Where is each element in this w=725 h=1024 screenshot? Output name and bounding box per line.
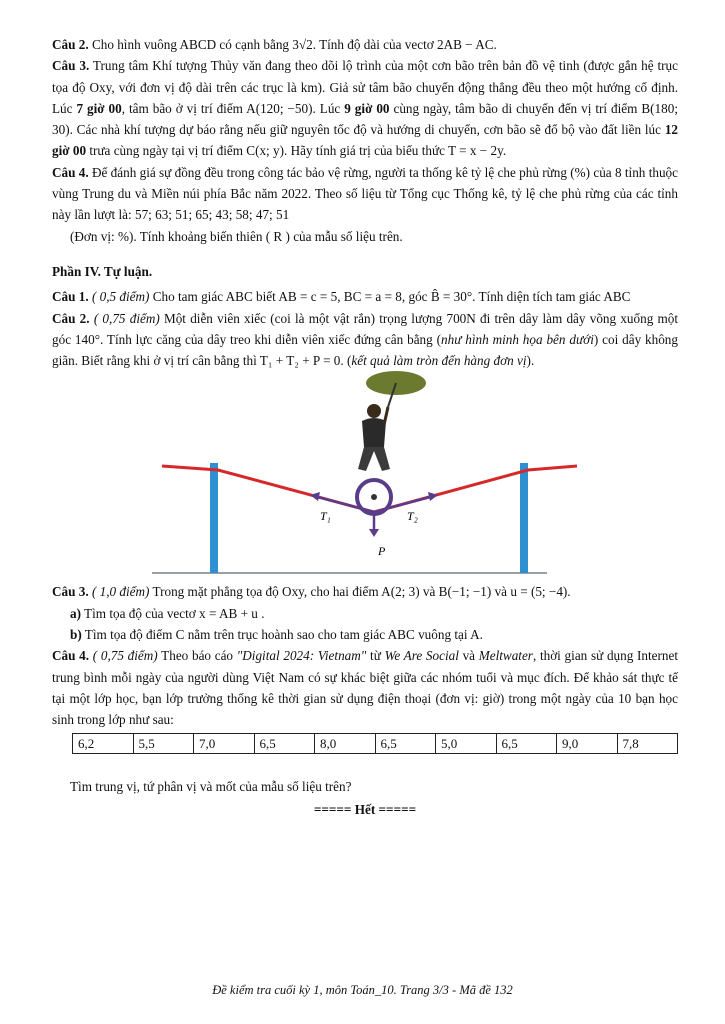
- subquestion-text: Tìm tọa độ của vectơ x = AB + u .: [81, 605, 265, 621]
- question-text: từ: [366, 648, 385, 664]
- table-cell: 6,5: [375, 733, 436, 753]
- question-label: Câu 2.: [52, 37, 89, 52]
- question-italic: kết quả làm tròn đến hàng đơn vị: [351, 353, 527, 369]
- part4-question-1: [52, 286, 678, 307]
- table-cell: 5,5: [133, 733, 194, 753]
- question-points: ( 0,75 điểm): [93, 310, 160, 326]
- part3-question-4: [52, 162, 678, 226]
- time-bold: 12 giờ 00: [52, 122, 678, 159]
- question-label: Câu 3.: [52, 58, 90, 74]
- weight-arrow-head: [369, 529, 379, 537]
- part4-question-3a: [52, 603, 678, 624]
- part4-question-3: [52, 581, 678, 602]
- question-text: và: [458, 648, 479, 664]
- question-points: ( 0,75 điểm): [92, 648, 158, 664]
- question-text: Theo báo cáo: [157, 648, 237, 664]
- t1-label: T₁: [320, 509, 331, 524]
- subquestion-label: a): [70, 605, 81, 621]
- table-cell: 6,5: [496, 733, 557, 753]
- question-label: Câu 2.: [52, 310, 90, 326]
- question-text: , tâm bão ở vị trí điểm A(120; −50). Lúc: [121, 100, 345, 116]
- part4-question-3b: [52, 624, 678, 645]
- tension-t2-arrow: [374, 496, 434, 512]
- table-cell: 5,0: [436, 733, 497, 753]
- question-italic: Meltwater: [478, 648, 533, 664]
- table-cell: 8,0: [315, 733, 376, 753]
- performer-icon: [318, 369, 438, 479]
- question-text: , thời gian sử dụng Internet trung bình mỗi ngày của người dùng Việt Nam có sự khác biệt giữa các nhóm tuổi và mục đích. Để khảo sát thực tế tại một lớp học, bạn lớp trưởng thống kê thời gian sử dụng điện thoại (đơn vị: giờ) trong một ngày của 10 bạn học sinh trong lớp như sau:: [52, 648, 679, 728]
- question-text: cùng ngày, tâm bão di chuyển đến vị trí điểm B(180; 30). Các nhà khí tượng dự báo rằng nếu giữ nguyên tốc độ và hướng di chuyển, cơn bão sẽ đổ bộ vào đất liền lúc: [52, 100, 678, 138]
- question-text: Trung tâm Khí tượng Thủy văn đang theo dõi lộ trình của một cơn bão trên bản đồ vệ tinh (được gắn hệ trục tọa độ Oxy, với đơn vị độ dài trên các trục là km). Giả sử tâm bão chuyển động thẳng đều theo một hướng cố định. Lúc: [52, 58, 678, 116]
- question-label: Câu 4.: [52, 648, 90, 664]
- usage-data-table: [72, 733, 678, 754]
- table-cell: 6,2: [73, 733, 134, 753]
- subquestion-text: Tìm tọa độ điểm C nằm trên trục hoành sao cho tam giác ABC vuông tại A.: [81, 627, 483, 643]
- exam-page: [52, 34, 678, 820]
- question-text: trưa cùng ngày tại vị trí điểm C(x; y). Hãy tính giá trị của biểu thức T = x − 2y.: [86, 143, 507, 159]
- table-row: [73, 733, 678, 753]
- part3-question-4-unit: (Đơn vị: %). Tính khoảng biến thiên ( R ) của mẫu số liệu trên.: [70, 228, 403, 244]
- question-text: Để đánh giá sự đồng đều trong công tác bảo vệ rừng, người ta thống kê tỷ lệ che phủ rừng (%) của 8 tỉnh thuộc vùng Trung du và Miền núi phía Bắc năm 2022. Theo số liệu từ Tổng cục Thống kê, tỷ lệ che phủ rừng của các tỉnh này lần lượt là: 57; 63; 51; 65; 43; 58; 47; 51: [52, 164, 678, 223]
- part4-question-4-prompt: Tìm trung vị, tứ phân vị và mốt của mẫu số liệu trên?: [70, 778, 352, 794]
- part4-question-4: [52, 645, 678, 730]
- page-footer: Đề kiểm tra cuối kỳ 1, môn Toán_10. Trang 3/3 - Mã đề 132: [212, 983, 513, 997]
- question-label: Câu 4.: [52, 164, 89, 180]
- table-cell: 7,8: [617, 733, 678, 753]
- question-text: Một diễn viên xiếc (coi là một vật rắn) trọng lượng 700N đi trên dây làm dây võng xuống một góc 140°. Tính lực căng của dây treo khi diễn viên xiếc đứng cân bằng (: [52, 310, 679, 347]
- subquestion-label: b): [70, 627, 82, 643]
- section-title: Phần IV. Tự luận.: [52, 263, 153, 279]
- question-italic: "Digital 2024: Vietnam": [236, 648, 367, 664]
- question-label: Câu 3.: [52, 584, 89, 600]
- part3-question-2: [52, 34, 678, 55]
- table-cell: 9,0: [557, 733, 618, 753]
- part3-question-3: [52, 55, 678, 161]
- time-bold: 9 giờ 00: [344, 100, 390, 116]
- question-points: ( 1,0 điểm): [91, 584, 150, 600]
- tightrope-figure: [52, 457, 678, 575]
- question-text: ).: [526, 353, 535, 369]
- table-cell: 6,5: [254, 733, 315, 753]
- question-italic: như hình minh họa bên dưới: [441, 331, 594, 347]
- right-pole: [520, 463, 528, 573]
- question-text: Trong mặt phẳng tọa độ Oxy, cho hai điểm A(2; 3) và B(−1; −1) và u = (5; −4).: [149, 584, 571, 600]
- question-text: Cho tam giác ABC biết AB = c = 5, BC = a = 8, góc B̂ = 30°. Tính diện tích tam giác ABC: [149, 289, 631, 305]
- question-text: ) coi dây không giãn. Biết rằng khi ở vị trí cân bằng thì T₁ + T₂ + P = 0. (: [52, 331, 678, 369]
- question-label: Câu 1.: [52, 289, 89, 305]
- table-cell: 7,0: [194, 733, 255, 753]
- question-points: ( 0,5 điểm): [91, 289, 150, 305]
- time-bold: 7 giờ 00: [76, 100, 122, 116]
- t2-label: T₂: [407, 509, 418, 524]
- left-pole: [210, 463, 218, 573]
- part4-question-2: [52, 308, 678, 372]
- question-italic: We Are Social: [384, 648, 459, 664]
- p-label: P: [378, 544, 386, 559]
- end-marker: ===== Hết =====: [313, 801, 417, 817]
- question-text: Cho hình vuông ABCD có cạnh bằng 3√2. Tính độ dài của vectơ 2AB − AC.: [91, 37, 497, 52]
- wheel-hub: [371, 494, 377, 500]
